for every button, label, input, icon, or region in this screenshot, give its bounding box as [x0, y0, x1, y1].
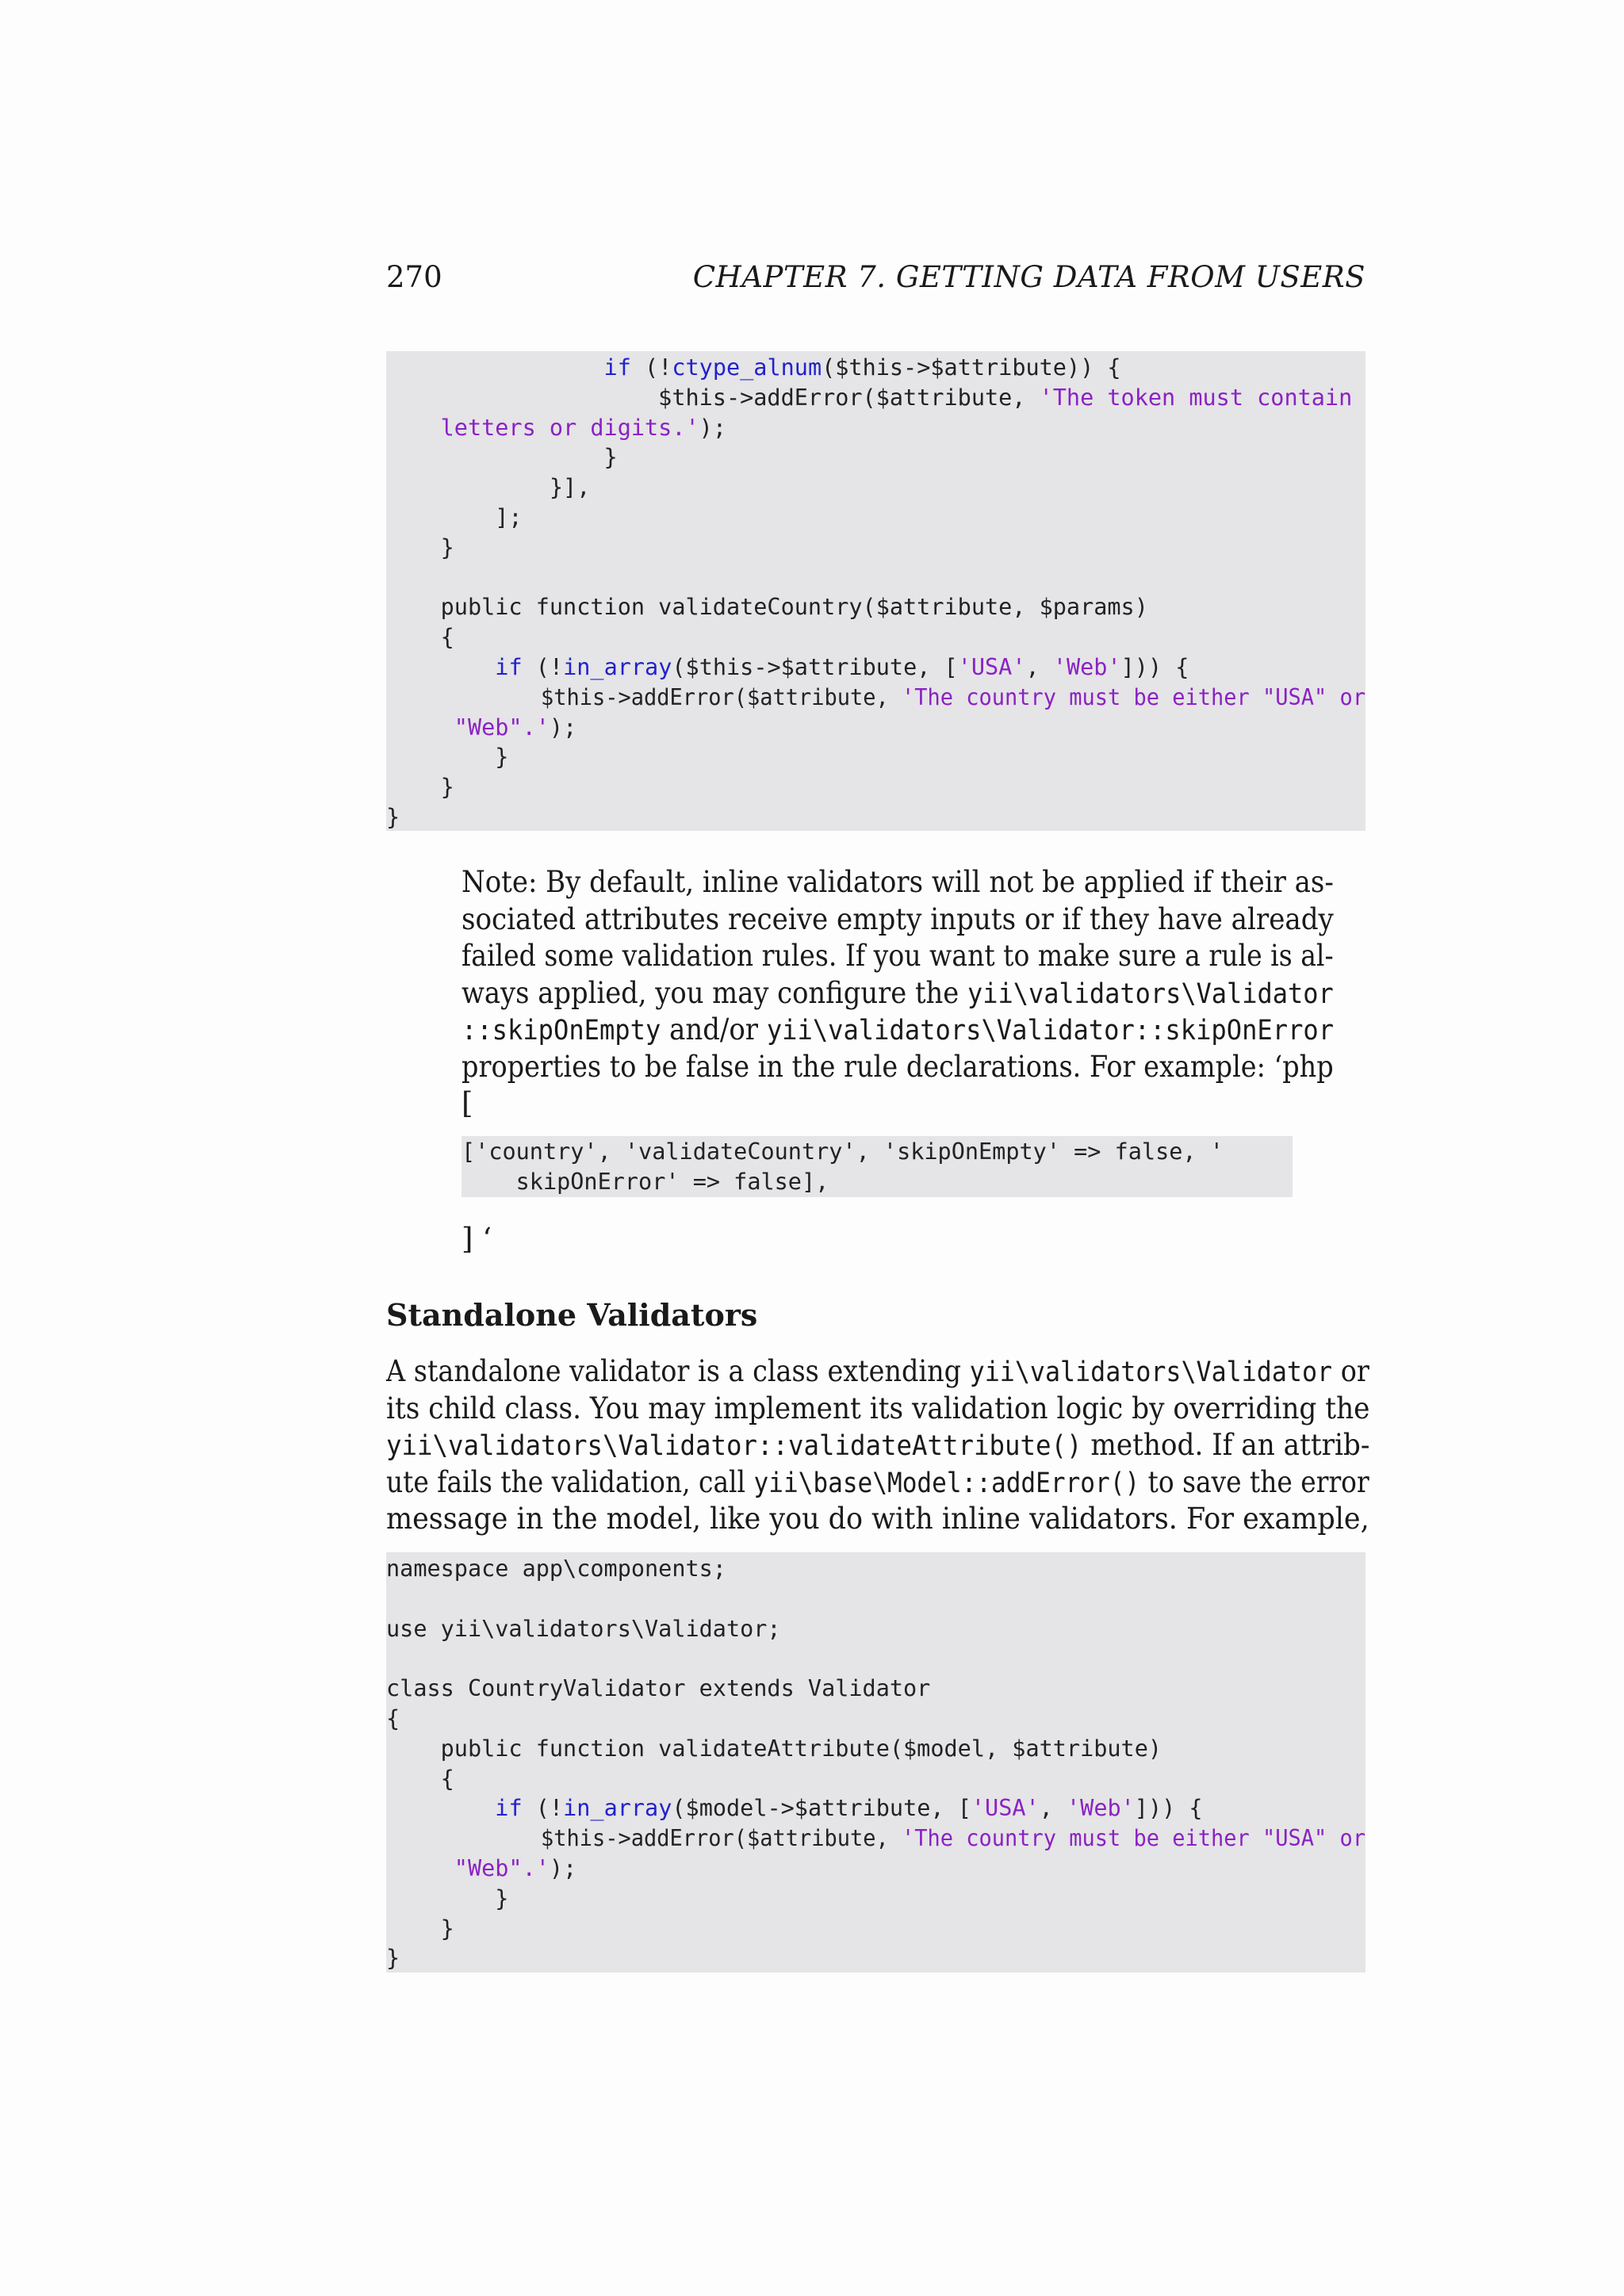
code-line: [386, 442, 618, 473]
code-string: 'Web': [1067, 1795, 1135, 1822]
code-text: [386, 1795, 495, 1821]
code-line: [386, 1914, 454, 1944]
code-line: [386, 383, 1352, 413]
text-line: [462, 1012, 1334, 1050]
code-line: [386, 1943, 400, 1973]
text-line: [386, 1353, 1369, 1391]
code-line: [386, 1554, 726, 1584]
code-text: ,: [1025, 654, 1053, 680]
code-line: [386, 1704, 400, 1734]
code-text: );: [549, 714, 577, 740]
text-line: [386, 1427, 1369, 1465]
note-block: [462, 864, 1334, 1261]
code-line: [386, 1793, 1203, 1823]
inline-code: yii\validators\Validator::validateAttribute(): [386, 1430, 1082, 1462]
code-keyword: if: [495, 654, 523, 680]
code-line: [386, 503, 523, 533]
code-block-validate-country: [386, 351, 1365, 831]
code-text: }: [386, 1915, 454, 1942]
text-run: [: [462, 1086, 473, 1120]
code-line: [386, 1734, 1162, 1764]
code-line: skipOnError' => false],: [462, 1168, 829, 1195]
code-line: [386, 742, 508, 772]
text-line: [386, 1501, 1369, 1538]
code-text: [386, 415, 441, 441]
code-line: [386, 533, 454, 563]
code-text: }: [386, 534, 454, 561]
note-closing: ] ‘: [462, 1222, 492, 1256]
text-line: [462, 975, 1334, 1013]
section-heading: Standalone Validators: [386, 1297, 758, 1333]
text-run: to save the error: [1139, 1464, 1369, 1499]
code-text: $this->addError($attribute,: [386, 1825, 902, 1852]
text-line: [462, 901, 1334, 939]
text-run: A standalone validator is a class extending: [386, 1354, 970, 1388]
code-string: 'Web': [1052, 654, 1121, 680]
code-text: {: [386, 624, 454, 651]
code-line: [386, 1674, 930, 1704]
code-text: [386, 714, 454, 740]
code-text: $this->addError($attribute,: [386, 683, 902, 710]
code-text: {: [386, 1705, 400, 1732]
text-line: [386, 1391, 1369, 1428]
text-run: ways applied, you may configure the: [462, 975, 968, 1010]
text-line: [462, 864, 1334, 901]
code-text: );: [549, 1855, 577, 1881]
text-run: message in the model, like you do with inline validators. For example,: [386, 1502, 1369, 1536]
body-paragraph: [386, 1353, 1369, 1544]
code-block-country-validator: [386, 1552, 1365, 1973]
text-run: or: [1332, 1354, 1369, 1388]
code-line: [386, 1854, 576, 1884]
code-text: }: [386, 804, 400, 830]
code-line: [386, 473, 590, 503]
note-code-snippet: [462, 1136, 1293, 1197]
code-text: public function validateAttribute($model, $attribute): [386, 1735, 1162, 1762]
inline-code: ::skipOnEmpty: [462, 1015, 661, 1047]
chapter-title: CHAPTER 7. GETTING DATA FROM USERS: [692, 260, 1365, 294]
code-text: [386, 354, 604, 381]
code-string: 'USA': [971, 1795, 1040, 1822]
code-string: "Web".': [454, 714, 550, 740]
code-text: }],: [386, 474, 591, 501]
code-text: ])) {: [1134, 1795, 1203, 1822]
code-keyword: ctype_alnum: [672, 354, 822, 381]
code-line: [386, 652, 1189, 683]
inline-code: yii\validators\Validator: [969, 1357, 1333, 1388]
text-run: method. If an attrib-: [1082, 1428, 1370, 1462]
text-run: Note: By default, inline validators will not be applied if their as-: [462, 865, 1334, 899]
inline-code: yii\validators\Validator::skipOnError: [766, 1015, 1335, 1047]
code-line: [386, 1764, 454, 1794]
code-line: [386, 1614, 781, 1644]
text-line: [462, 938, 1334, 975]
code-keyword: in_array: [563, 1795, 672, 1822]
inline-code: yii\validators\Validator: [967, 978, 1334, 1010]
code-line: ['country', 'validateCountry', 'skipOnEmpty' => false, ': [462, 1138, 1224, 1165]
code-line: [386, 772, 454, 802]
code-text: );: [699, 414, 726, 441]
code-text: }: [386, 1885, 509, 1911]
code-text: {: [386, 1765, 454, 1792]
code-line: [386, 622, 454, 652]
text-line: [462, 1049, 1334, 1086]
text-run: properties to be false in the rule declarations. For example: ‘php: [462, 1049, 1334, 1084]
text-run: failed some validation rules. If you want to make sure a rule is al-: [462, 939, 1334, 973]
code-text: }: [386, 774, 454, 801]
text-run: and/or: [661, 1012, 767, 1047]
code-text: (!: [522, 654, 564, 680]
code-string: "Web".': [454, 1855, 550, 1881]
code-text: ];: [386, 504, 523, 530]
code-line: [386, 353, 1121, 383]
code-text: (!: [522, 1795, 564, 1822]
code-text: (!: [630, 354, 672, 381]
code-text: namespace app\components;: [386, 1556, 726, 1582]
text-line: [386, 1464, 1369, 1502]
code-text: ($this->$attribute)) {: [822, 354, 1121, 381]
text-run: ute fails the validation, call: [386, 1464, 754, 1499]
page-number: 270: [386, 260, 442, 294]
code-text: [386, 1855, 454, 1881]
text-run: its child class. You may implement its validation logic by overriding the: [386, 1391, 1370, 1425]
code-line: [386, 1884, 508, 1914]
code-string: letters or digits.': [440, 414, 699, 441]
code-text: ,: [1039, 1795, 1067, 1822]
code-string: 'USA': [957, 654, 1026, 680]
code-text: }: [386, 444, 618, 471]
text-line: [462, 1085, 473, 1123]
code-line: [386, 1823, 1365, 1854]
text-run: sociated attributes receive empty inputs or if they have already: [462, 901, 1334, 936]
code-text: }: [386, 744, 509, 771]
code-text: ])) {: [1120, 654, 1189, 680]
code-text: ($this->$attribute, [: [672, 654, 958, 680]
code-text: [386, 654, 495, 680]
code-text: $this->addError($attribute,: [386, 384, 1040, 411]
code-line: [386, 683, 1365, 713]
inline-code: yii\base\Model::addError(): [753, 1467, 1140, 1499]
code-text: ($model->$attribute, [: [672, 1795, 971, 1822]
code-keyword: if: [603, 354, 631, 381]
code-keyword: if: [495, 1795, 523, 1822]
code-text: class CountryValidator extends Validator: [386, 1675, 931, 1702]
code-text: use yii\validators\Validator;: [386, 1615, 781, 1642]
code-line: [386, 413, 726, 443]
code-line: [386, 592, 1148, 622]
code-keyword: in_array: [563, 654, 672, 680]
code-text: }: [386, 1945, 400, 1972]
code-string: 'The token must contain: [1039, 384, 1353, 411]
code-string: 'The country must be either "USA" or: [902, 683, 1366, 710]
code-string: 'The country must be either "USA" or: [902, 1825, 1366, 1852]
code-line: [386, 802, 400, 832]
code-text: public function validateCountry($attribute, $params): [386, 594, 1148, 621]
code-line: [386, 713, 576, 743]
